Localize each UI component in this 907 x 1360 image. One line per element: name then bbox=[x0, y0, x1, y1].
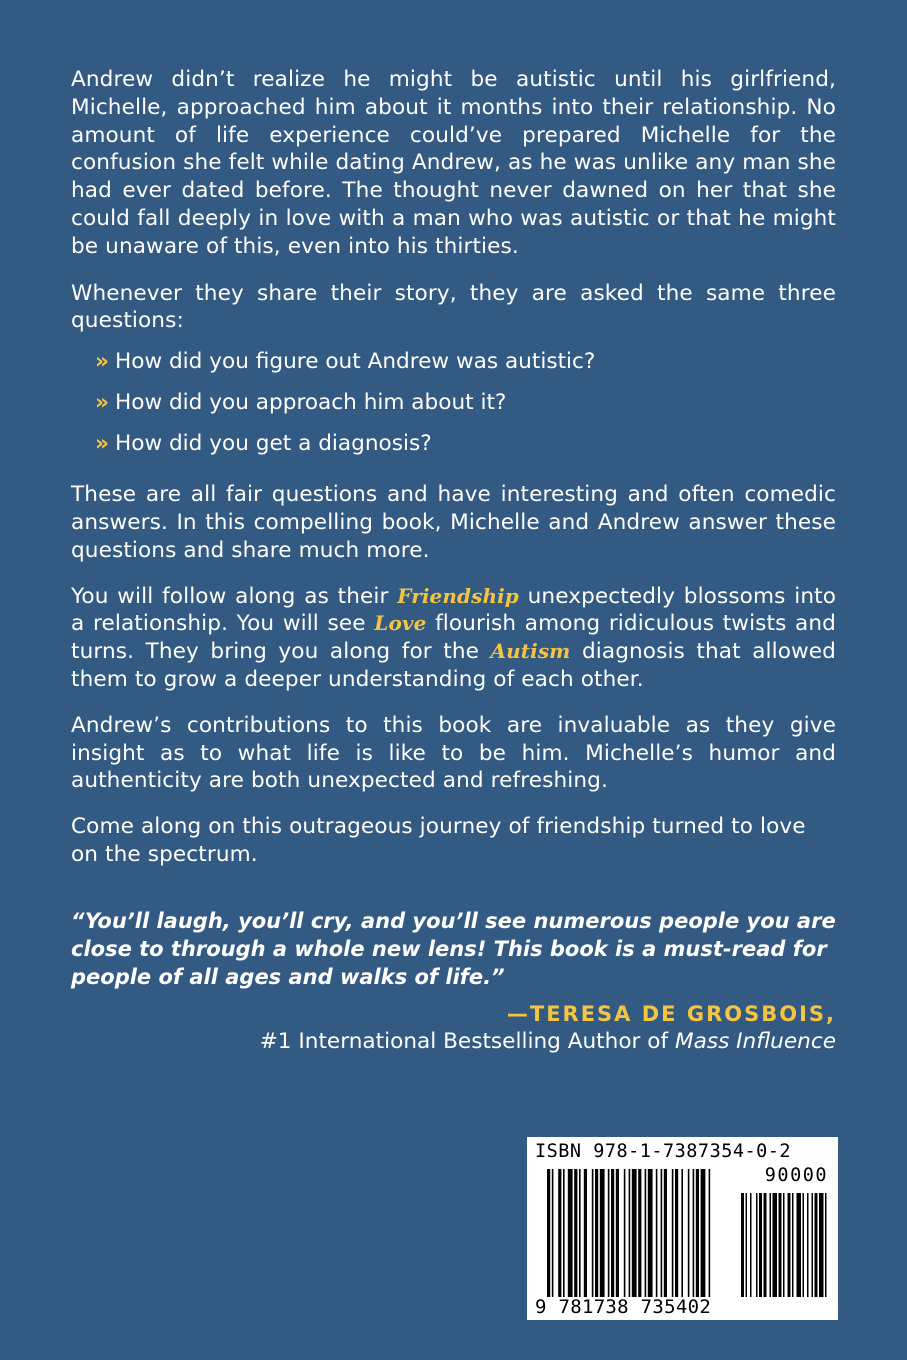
barcode-bar bbox=[773, 1193, 778, 1297]
barcode-bar bbox=[595, 1169, 598, 1297]
question-text: How did you approach him about it? bbox=[115, 390, 507, 416]
list-item bbox=[95, 348, 836, 376]
barcode-bar bbox=[558, 1169, 561, 1297]
barcode-bar bbox=[741, 1193, 744, 1297]
barcode-bar bbox=[770, 1193, 772, 1297]
barcode-bar bbox=[563, 1169, 565, 1297]
barcode-bar bbox=[693, 1169, 695, 1297]
paragraph-intro: Andrew didn’t realize he might be autistic until his girlfriend, Michelle, approached him about it months into their relationship. No amount of life experience could’ve prepared Michelle for the confusion she felt while dating Andrew, as he was unlike any man she had ever dated before. The thought never dawned on her that she could fall deeply in love with a man who was autistic or that he might be unaware of this, even into his thirties. bbox=[71, 67, 836, 259]
barcode-bar bbox=[803, 1193, 805, 1297]
barcode-bar bbox=[664, 1169, 667, 1297]
barcode-bar bbox=[815, 1193, 818, 1297]
barcode-bar bbox=[632, 1169, 637, 1297]
question-list bbox=[71, 348, 836, 458]
barcode-bar bbox=[746, 1193, 748, 1297]
barcode-bar bbox=[584, 1169, 587, 1297]
list-item bbox=[95, 430, 836, 458]
question-text: How did you get a diagnosis? bbox=[115, 431, 432, 457]
highlight-autism: Autism bbox=[490, 639, 571, 664]
paragraph-closing: Come along on this outrageous journey of friendship turned to love on the spectrum. bbox=[71, 814, 806, 867]
barcode-bar bbox=[547, 1169, 550, 1297]
chevron-bullet-icon: » bbox=[95, 390, 109, 416]
barcode-bar bbox=[788, 1193, 791, 1297]
barcode-bar bbox=[701, 1169, 706, 1297]
barcode-bar bbox=[608, 1169, 610, 1297]
barcode-bar bbox=[656, 1169, 658, 1297]
barcode-bar bbox=[688, 1169, 690, 1297]
text-run: diagnosis that allowed them to grow a deeper understanding of each other. bbox=[71, 639, 836, 692]
endorsement-author: —TERESA DE GROSBOIS, bbox=[506, 1001, 836, 1026]
barcode-bar bbox=[797, 1193, 802, 1297]
barcode-bar bbox=[681, 1169, 683, 1297]
barcode-bar bbox=[648, 1169, 653, 1297]
chevron-bullet-icon: » bbox=[95, 349, 109, 375]
barcode-bar bbox=[568, 1169, 573, 1297]
barcode-bar bbox=[616, 1169, 619, 1297]
barcode-bar bbox=[825, 1193, 827, 1297]
text-run: flourish among ridiculous twists and turns. They bring you along for the bbox=[71, 611, 836, 665]
barcode-bar bbox=[672, 1169, 674, 1297]
paragraph-fair-questions: These are all fair questions and have interesting and often comedic answers. In this compelling book, Michelle and Andrew answer these questions and share much more. bbox=[71, 482, 836, 563]
barcode-bar bbox=[750, 1193, 752, 1297]
book-title: Mass Influence bbox=[674, 1028, 836, 1054]
barcode-bar bbox=[611, 1169, 614, 1297]
barcode-bar bbox=[819, 1193, 824, 1297]
paragraph-highlights bbox=[71, 583, 836, 694]
barcode-bar bbox=[552, 1169, 554, 1297]
paragraph-contributions: Andrew’s contributions to this book are invaluable as they give insight as to what life is like to be him. Michelle’s humor and authenticity are both unexpected and refreshing. bbox=[71, 712, 836, 794]
barcode-bars bbox=[527, 1137, 838, 1320]
barcode-bar bbox=[779, 1193, 782, 1297]
barcode-bar bbox=[661, 1169, 663, 1297]
price-code: 90000 bbox=[764, 1165, 828, 1186]
barcode-bar bbox=[645, 1169, 647, 1297]
isbn-label: ISBN 978-1-7387354-0-2 bbox=[535, 1141, 792, 1162]
highlight-friendship: Friendship bbox=[397, 583, 519, 608]
endorsement-quote: “You’ll laugh, you’ll cry, and you’ll see numerous people you are close to through a whole new lens! This book is a must-read for people of all ages and walks of life.” bbox=[71, 908, 836, 989]
barcode-bar bbox=[709, 1169, 711, 1297]
barcode-bar bbox=[579, 1169, 581, 1297]
barcode-bar bbox=[638, 1169, 641, 1297]
isbn-barcode bbox=[527, 1137, 838, 1320]
barcode-bar bbox=[792, 1193, 794, 1297]
barcode-bar bbox=[675, 1169, 678, 1297]
barcode-bar bbox=[624, 1169, 626, 1297]
barcode-bar bbox=[696, 1169, 699, 1297]
highlight-love: Love bbox=[374, 611, 427, 636]
barcode-bar bbox=[574, 1169, 577, 1297]
barcode-bar bbox=[756, 1193, 758, 1297]
endorsement-credential bbox=[71, 1028, 836, 1056]
text-run: unexpectedly blossoms into a relationship. You will see bbox=[71, 583, 837, 637]
barcode-bar bbox=[812, 1193, 814, 1297]
barcode-digits: 9 781738 735402 bbox=[535, 1296, 712, 1318]
barcode-bar bbox=[592, 1169, 594, 1297]
back-cover-text bbox=[71, 66, 836, 1056]
question-text: How did you figure out Andrew was autistic? bbox=[115, 349, 596, 375]
list-item bbox=[95, 389, 836, 417]
barcode-bar bbox=[759, 1193, 762, 1297]
paragraph-questions-lead: Whenever they share their story, they are asked the same three questions: bbox=[71, 280, 836, 334]
credential-text: #1 International Bestselling Author of bbox=[259, 1028, 675, 1054]
chevron-bullet-icon: » bbox=[95, 431, 109, 457]
barcode-bar bbox=[600, 1169, 605, 1297]
barcode-bar bbox=[807, 1193, 809, 1297]
text-run: You will follow along as their bbox=[71, 583, 398, 609]
barcode-bar bbox=[783, 1193, 785, 1297]
barcode-bar bbox=[629, 1169, 631, 1297]
barcode-bar bbox=[764, 1193, 767, 1297]
